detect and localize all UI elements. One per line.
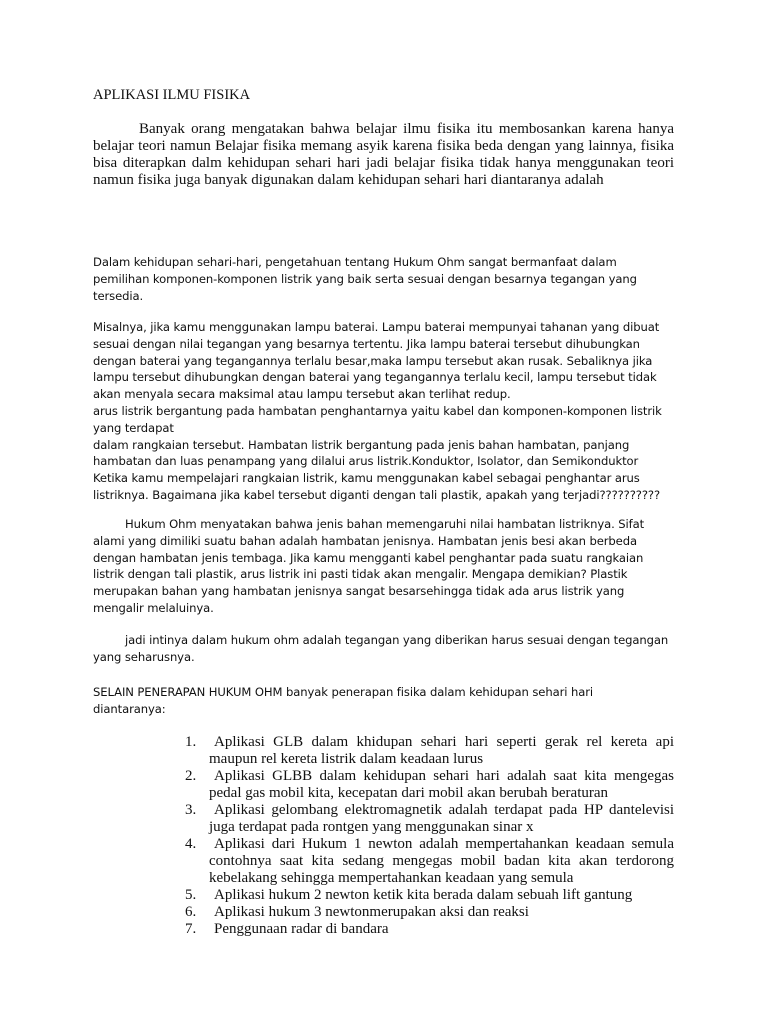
list-item — [178, 836, 674, 887]
list-item — [178, 768, 674, 802]
paragraph-line: akan menyala secara maksimal atau lampu tersebut akan terlihat redup. — [93, 387, 511, 402]
list-item — [178, 734, 674, 768]
paragraph-line: lampu tersebut dihubungkan dengan baterai yang tegangannya terlalu kecil, lampu tersebut tidak — [93, 370, 657, 385]
paragraph-ohm-law-text: Hukum Ohm menyatakan bahwa jenis bahan memengaruhi nilai hambatan listriknya. Sifat alami yang dimiliki suatu bahan adalah hambatan jenisnya. Hambatan jenis besi akan berbeda dengan hambatan jenis tembaga. Jika kamu mengganti kabel penghantar pada suatu rangkaian listrik dengan tali plastik, arus listrik ini pasti tidak akan mengalir. Mengapa demikian? Plastik merupakan bahan yang hambatan jenisnya sangat besarsehingga tidak ada arus listrik yang mengalir melaluinya. — [93, 517, 645, 615]
list-item — [178, 904, 674, 921]
list-item — [178, 802, 674, 836]
paragraph-ohm-benefit: Dalam kehidupan sehari-hari, pengetahuan tentang Hukum Ohm sangat bermanfaat dalam pemilihan komponen-komponen listrik yang baik serta sesuai dengan besarnya tegangan yang tersedia. — [93, 255, 637, 303]
document-title: APLIKASI ILMU FISIKA — [93, 87, 251, 103]
paragraph-line: dalam rangkaian tersebut. Hambatan listrik bergantung pada jenis bahan hambatan, panjang — [93, 437, 630, 452]
applications-list — [178, 734, 674, 938]
list-number: 3. — [185, 802, 197, 818]
paragraph-line: yang terdapat — [93, 420, 174, 435]
list-number: 2. — [185, 768, 197, 784]
intro-text: Banyak orang mengatakan bahwa belajar ilmu fisika itu membosankan karena hanya belajar teori namun Belajar fisika memang asyik karena fisika beda dengan yang lainnya, fisika bisa diterapkan dalm kehidupan sehari hari jadi belajar fisika tidak hanya menggunakan teori namun fisika juga banyak digunakan dalam kehidupan sehari hari diantaranya adalah — [93, 121, 674, 188]
list-number: 1. — [185, 734, 197, 750]
list-number: 6. — [185, 904, 197, 920]
list-text: Aplikasi dari Hukum 1 newton adalah mempertahankan keadaan semula contohnya saat kita sedang mengegas mobil badan kita akan terdorong kebelakang sehingga mempertahankan keadaan yang semula — [209, 836, 674, 886]
list-text: Penggunaan radar di bandara — [214, 921, 389, 937]
paragraph-line: sesuai dengan nilai tegangan yang besarnya tertentu. Jika lampu baterai tersebut dihubungkan — [93, 336, 640, 351]
list-item — [178, 887, 674, 904]
list-text: Aplikasi gelombang elektromagnetik adalah terdapat pada HP dantelevisi juga terdapat pada rontgen yang menggunakan sinar x — [209, 802, 674, 835]
list-item — [178, 921, 674, 938]
paragraph-line: Ketika kamu mempelajari rangkaian listrik, kamu menggunakan kabel sebagai penghantar arus — [93, 471, 640, 486]
paragraph-line: dengan baterai yang tegangannya terlalu besar,maka lampu tersebut akan rusak. Sebaliknya jika — [93, 353, 653, 368]
paragraph-line: Misalnya, jika kamu menggunakan lampu baterai. Lampu baterai mempunyai tahanan yang dibuat — [93, 320, 660, 334]
list-number: 5. — [185, 887, 197, 903]
list-number: 4. — [185, 836, 197, 852]
paragraph-line: listriknya. Bagaimana jika kabel tersebut diganti dengan tali plastik, apakah yang terjadi?????????? — [93, 487, 661, 502]
paragraph-ohm-law — [93, 516, 673, 617]
paragraph-line: arus listrik bergantung pada hambatan penghantarnya yaitu kabel dan komponen-komponen listrik — [93, 403, 662, 418]
intro-paragraph — [93, 121, 674, 189]
list-number: 7. — [185, 921, 197, 937]
list-text: Aplikasi hukum 2 newton ketik kita berada dalam sebuah lift gantung — [214, 887, 633, 903]
list-text: Aplikasi GLBB dalam kehidupan sehari hari adalah saat kita mengegas pedal gas mobil kita, kecepatan dari mobil akan berubah beraturan — [209, 768, 674, 801]
paragraph-conclusion-text: jadi intinya dalam hukum ohm adalah tegangan yang diberikan harus sesuai dengan tegangan yang seharusnya. — [93, 633, 669, 664]
paragraph-list-intro: SELAIN PENERAPAN HUKUM OHM banyak penerapan fisika dalam kehidupan sehari hari diantaranya: — [93, 685, 593, 716]
list-text: Aplikasi GLB dalam khidupan sehari hari seperti gerak rel kereta api maupun rel kereta listrik dalam keadaan lurus — [209, 734, 674, 767]
paragraph-conclusion — [93, 632, 673, 666]
paragraph-line: hambatan dan luas penampang yang dilalui arus listrik.Konduktor, Isolator, dan Semikonduktor — [93, 454, 639, 469]
list-text: Aplikasi hukum 3 newtonmerupakan aksi dan reaksi — [214, 904, 529, 920]
paragraph-battery-example — [93, 319, 669, 504]
